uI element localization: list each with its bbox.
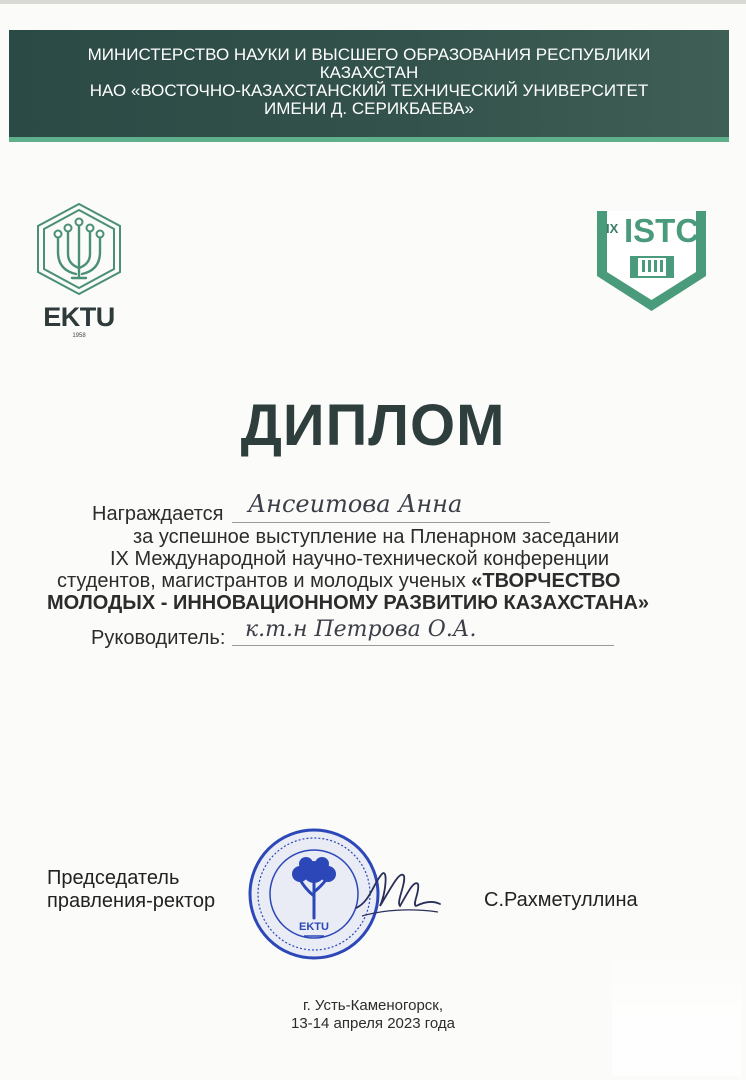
page-top-edge — [0, 0, 746, 4]
header-line-1: МИНИСТЕРСТВО НАУКИ И ВЫСШЕГО ОБРАЗОВАНИЯ РЕСПУБЛИКИ — [87, 45, 651, 64]
awarded-label: Награждается — [92, 503, 224, 525]
header-text — [9, 46, 729, 118]
handwritten-signature-icon — [352, 862, 444, 924]
signatory-title — [47, 867, 215, 913]
header-line-4: ИМЕНИ Д. СЕРИКБАЕВА» — [263, 99, 474, 118]
awardee-underline — [232, 522, 550, 523]
diploma-title: ДИПЛОМ — [240, 393, 506, 458]
supervisor-handwritten: к.т.н Петрова О.А. — [245, 617, 477, 642]
supervisor-underline — [232, 645, 614, 646]
conference-title-part-1: «ТВОРЧЕСТВО — [471, 570, 621, 592]
stamp-center-text: EKTU — [299, 921, 329, 933]
footer-city: г. Усть-Каменогорск, — [302, 997, 444, 1014]
award-text-line-3 — [57, 570, 621, 593]
award-text-line-1: за успешное выступление на Пленарном заседании — [133, 526, 620, 548]
watermark-area — [612, 948, 742, 1076]
header-banner — [9, 30, 729, 142]
awardee-name-handwritten: Ансеитова Анна — [248, 490, 463, 518]
header-line-3: НАО «ВОСТОЧНО-КАЗАХСТАНСКИЙ ТЕХНИЧЕСКИЙ УНИВЕРСИТЕТ — [89, 81, 649, 100]
ektu-logo-year: 1958 — [72, 333, 86, 339]
conference-title-part-2: МОЛОДЫХ - ИННОВАЦИОННОМУ РАЗВИТИЮ КАЗАХСТАНА» — [47, 592, 650, 614]
award-text-line-2: IX Международной научно-технической конференции — [110, 548, 610, 570]
award-text-line-3-plain: студентов, магистрантов и молодых ученых — [57, 570, 472, 592]
signatory-name: С.Рахметуллина — [484, 889, 638, 911]
istc-logo-roman: IX — [606, 221, 619, 236]
footer-date: 13-14 апреля 2023 года — [290, 1015, 455, 1032]
ektu-logo-text: EKTU — [43, 302, 115, 332]
signatory-title-line-2: правления-ректор — [47, 890, 216, 912]
header-line-2: КАЗАХСТАН — [319, 63, 419, 82]
supervisor-label: Руководитель: — [91, 627, 226, 649]
signatory-title-line-1: Председатель — [47, 867, 180, 889]
istc-logo-text: ISTC — [624, 212, 700, 249]
